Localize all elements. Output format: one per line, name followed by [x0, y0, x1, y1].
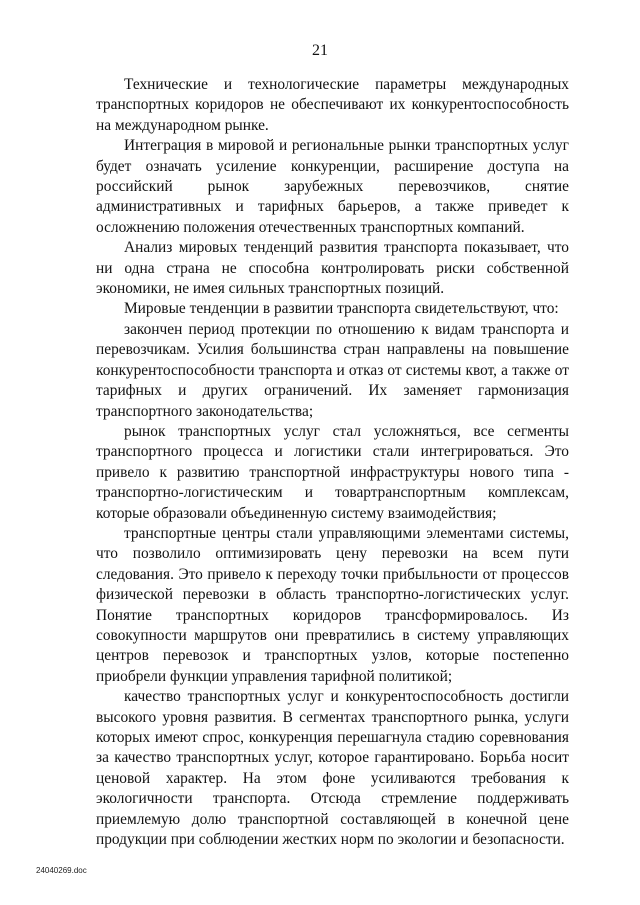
paragraph-protection-period: закончен период протекции по отношению к видам транспорта и перевозчикам. Усилия большинства стран направлены на повышение конкурентоспособности транспорта и отказ от системы квот, а также от тарифных и других ограничений. Их заменяет гармонизация транспортного законодательства; [96, 320, 569, 420]
paragraph-market-complexity: рынок транспортных услуг стал усложняться, все сегменты транспортного процесса и логистики стали интегрироваться. Это привело к развитию транспортной инфраструктуры нового типа - транспортно-логистическим и товартранспортным комплексам, которые образовали объединенную систему взаимодействия; [96, 422, 569, 522]
footer-filename: 24040269.doc [36, 866, 87, 875]
paragraph-integration: Интеграция в мировой и региональные рынки транспортных услуг будет означать усиление конкуренции, расширение доступа на российский рынок зарубежных перевозчиков, снятие административных и тарифных барьеров, а также приведет к осложнению положения отечественных транспортных компаний. [96, 137, 569, 236]
paragraph-transport-corridors: Технические и технологические параметры международных транспортных коридоров не обеспечивают их конкурентоспособность на международном рынке. [96, 76, 569, 134]
paragraph-service-quality: качество транспортных услуг и конкурентоспособность достигли высокого уровня развития. В сегментах транспортного рынка, услуги которых имеют спрос, конкуренция перешагнула стадию соревнования за качество транспортных услуг, которое гарантировано. Борьба носит ценовой характер. На этом фоне усиливаются требования к экологичности транспорта. Отсюда стремление поддерживать приемлемую долю транспортной составляющей в конечной цене продукции при соблюдении жестких норм по экологии и безопасности. [96, 688, 569, 849]
page-number: 21 [312, 42, 328, 59]
paragraph-transport-centers: транспортные центры стали управляющими элементами системы, что позволило оптимизировать цену перевозки на всем пути следования. Это привело к переходу точки прибыльности от процессов физической перевозки в область транспортно-логистических услуг. Понятие транспортных коридоров трансформировалось. Из совокупности маршрутов они превратились в систему управляющих центров перевозок и транспортных узлов, которые постепенно приобрели функции управления тарифной политикой; [96, 524, 569, 685]
document-body [96, 75, 569, 850]
paragraph-analysis: Анализ мировых тенденций развития транспорта показывает, что ни одна страна не способна контролировать риски собственной экономики, не имея сильных транспортных позиций. [96, 239, 569, 298]
paragraph-world-trends-intro: Мировые тенденции в развитии транспорта свидетельствуют, что: [124, 300, 559, 318]
